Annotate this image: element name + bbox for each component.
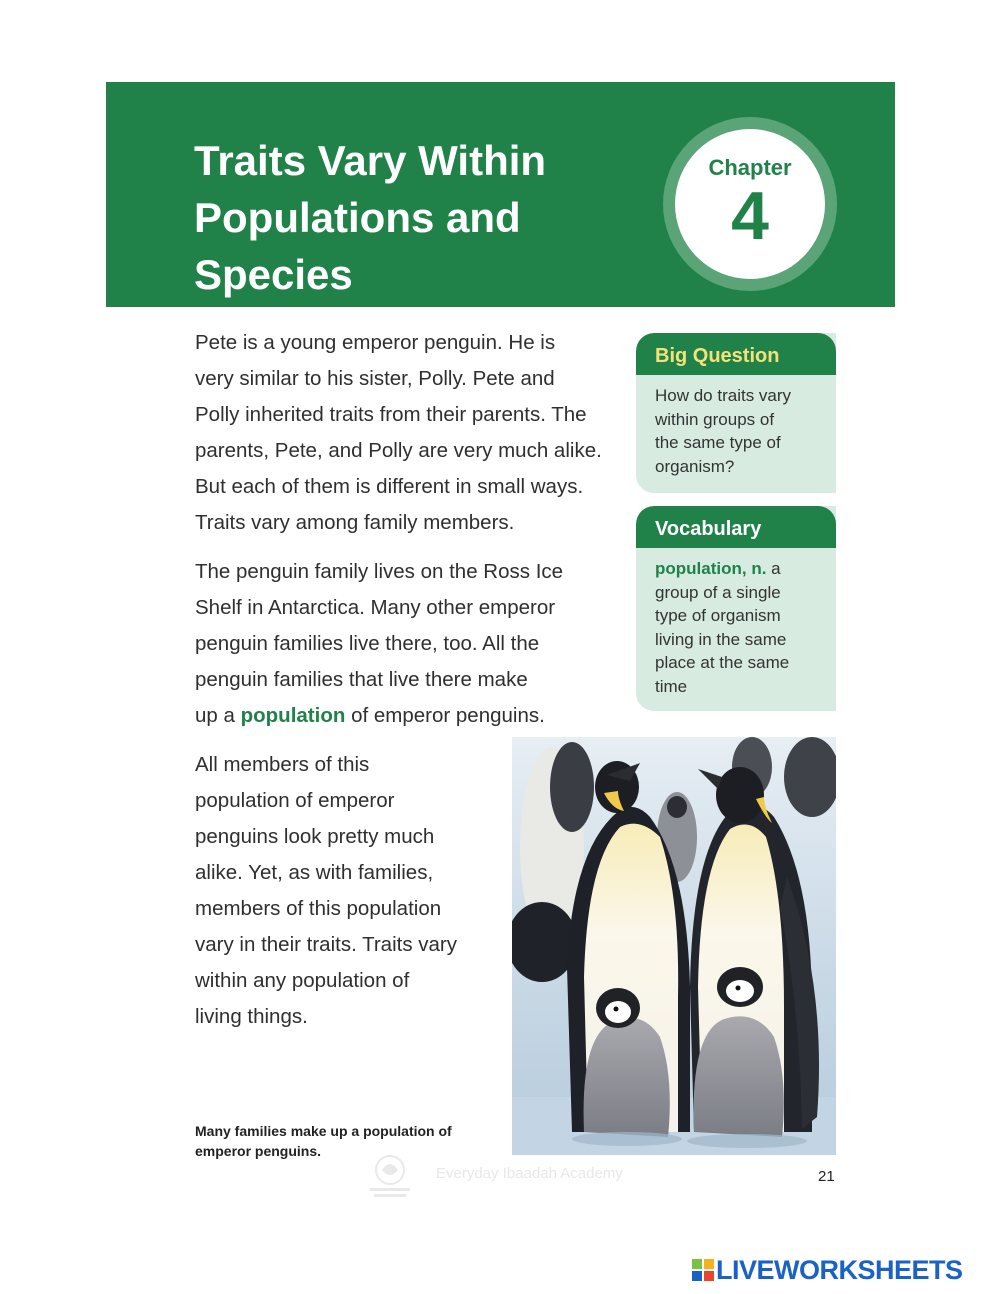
caption-line: Many families make up a population of — [195, 1123, 452, 1139]
title-line: Species — [194, 251, 353, 298]
liveworksheets-wordmark: LIVEWORKSHEETS — [716, 1255, 963, 1285]
text-line: within any population of — [195, 969, 410, 992]
text-line: penguin families that live there make — [195, 668, 528, 691]
chapter-label: Chapter — [708, 155, 792, 180]
paragraph-population-traits — [195, 747, 495, 1035]
text-line: penguins look pretty much — [195, 825, 435, 848]
text-fragment: a — [766, 559, 781, 578]
chapter-badge-circle — [675, 129, 825, 279]
text-line: population of emperor — [195, 789, 395, 812]
text-line: alike. Yet, as with families, — [195, 861, 434, 884]
academy-logo-icon — [362, 1152, 418, 1200]
text-line: Polly inherited traits from their parents. The — [195, 403, 587, 426]
title-line: Populations and — [194, 194, 521, 241]
penguin-family-photo — [512, 737, 836, 1155]
paragraph-intro — [195, 325, 625, 541]
big-question-box — [636, 333, 836, 493]
text-line: type of organism — [655, 606, 781, 625]
chapter-title — [194, 132, 614, 303]
vocabulary-definition — [636, 548, 836, 698]
title-line: Traits Vary Within — [194, 137, 547, 184]
text-fragment: up a — [195, 704, 241, 727]
caption-line: emperor penguins. — [195, 1143, 322, 1159]
text-line: The penguin family lives on the Ross Ice — [195, 560, 564, 583]
vocabulary-box — [636, 506, 836, 711]
liveworksheets-logo-icon — [692, 1259, 715, 1282]
text-line: parents, Pete, and Polly are very much alike. — [195, 439, 602, 462]
text-line: living things. — [195, 1005, 308, 1028]
vocabulary-heading: Vocabulary — [636, 506, 836, 548]
text-line: very similar to his sister, Polly. Pete and — [195, 367, 555, 390]
text-line: Shelf in Antarctica. Many other emperor — [195, 596, 556, 619]
vocab-word-population: population — [240, 704, 346, 727]
text-line: vary in their traits. Traits vary — [195, 933, 458, 956]
text-line — [655, 557, 824, 581]
text-line: All members of this — [195, 753, 370, 776]
text-line — [195, 698, 615, 734]
text-line: How do traits vary — [655, 386, 792, 405]
big-question-heading: Big Question — [636, 333, 836, 375]
text-line: But each of them is different in small ways. — [195, 475, 584, 498]
text-fragment: of emperor penguins. — [345, 704, 545, 727]
vocabulary-term: population, n. — [655, 559, 767, 578]
page-number: 21 — [818, 1168, 835, 1185]
text-line: penguin families live there, too. All the — [195, 632, 540, 655]
chapter-number: 4 — [731, 178, 769, 254]
chapter-header — [106, 82, 895, 307]
paragraph-ross-ice-shelf — [195, 554, 615, 734]
text-line: time — [655, 676, 688, 696]
text-line: members of this population — [195, 897, 442, 920]
photo-caption — [195, 1121, 495, 1161]
chapter-badge — [663, 117, 837, 291]
text-line: Pete is a young emperor penguin. He is — [195, 331, 556, 354]
watermark-text: Everyday Ibaadah Academy — [436, 1165, 623, 1182]
text-line: within groups of — [655, 409, 775, 429]
text-line: the same type of — [655, 433, 781, 452]
text-line: living in the same — [655, 629, 787, 649]
text-line: organism? — [655, 456, 735, 476]
text-line: group of a single — [655, 582, 781, 602]
big-question-text — [636, 375, 836, 478]
text-line: Traits vary among family members. — [195, 511, 515, 534]
text-line: place at the same — [655, 653, 790, 672]
